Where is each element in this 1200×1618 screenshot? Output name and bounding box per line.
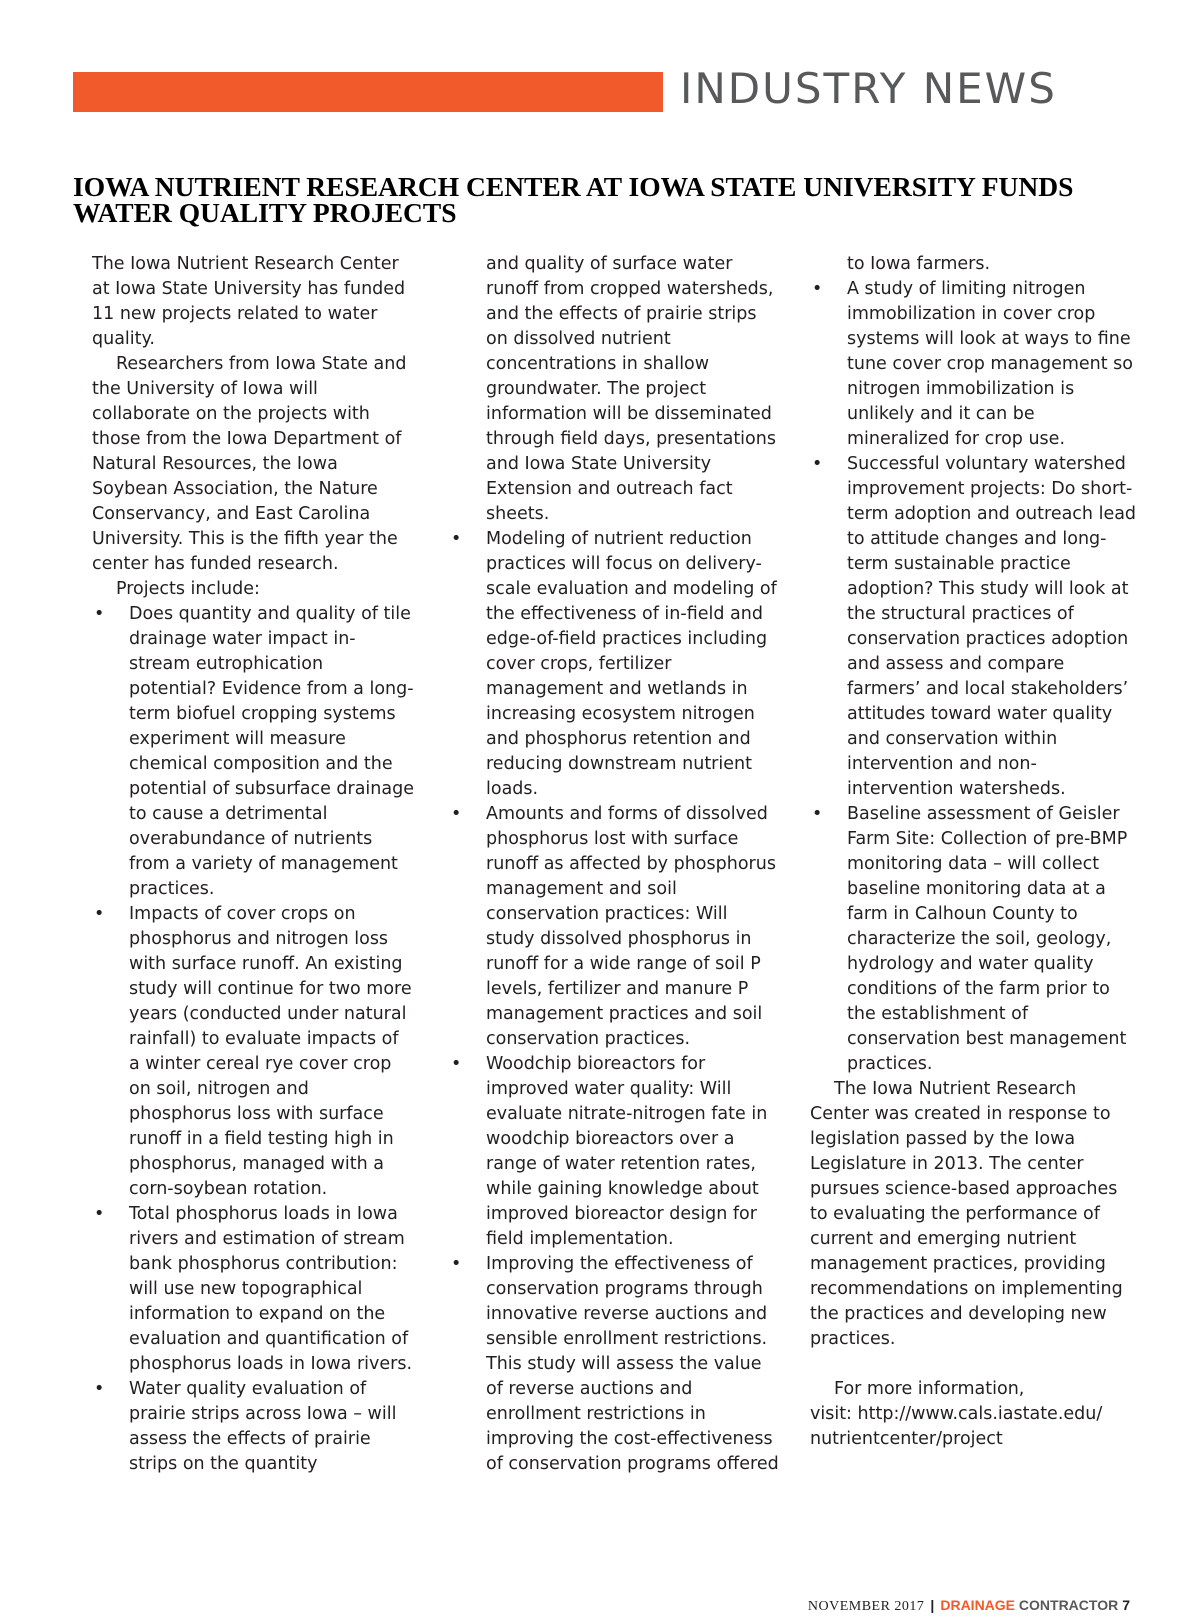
issue-date: NOVEMBER 2017 bbox=[807, 1599, 925, 1614]
bullet-icon: • bbox=[94, 1204, 105, 1224]
list-item: • Successful voluntary watershed improvement projects: Do short-term adoption and outreach lead to attitude changes and long-term sustainable practice adoption? This study will look at the structural practices of conservation practices adoption and assess and compare farmers’ and local stakeholders’ attitudes toward water quality and conservation within intervention and non-intervention watersheds. bbox=[810, 452, 1140, 802]
list-item: • A study of limiting nitrogen immobilization in cover crop systems will look at ways to fine tune cover crop management so nitrogen immobilization is unlikely and it can be mineralized for crop use. bbox=[810, 277, 1140, 452]
bullet-icon: • bbox=[451, 1054, 462, 1074]
continuation-text: to Iowa farmers. bbox=[847, 254, 991, 274]
bullet-icon: • bbox=[451, 529, 462, 549]
bullet-icon: • bbox=[812, 804, 823, 824]
page-number: 7 bbox=[1122, 1597, 1130, 1613]
list-item: • Modeling of nutrient reduction practices will focus on delivery-scale evaluation and modeling of the effectiveness of in-field and edge-of-field practices including cover crops, fertilizer management and wetlands in increasing ecosystem nitrogen and phosphorus retention and reducing downstream nutrient loads. bbox=[449, 527, 779, 802]
bullet-icon: • bbox=[451, 804, 462, 824]
spacer bbox=[810, 1352, 1140, 1377]
visit-link-continued[interactable]: nutrientcenter/project bbox=[810, 1429, 1003, 1449]
list-item: • Does quantity and quality of tile drainage water impact in-stream eutrophication potential? Evidence from a long-term biofuel cropping systems experiment will measure chemical composition and the potential of subsurface drainage to cause a detrimental overabundance of nutrients from a variety of management practices. bbox=[92, 602, 414, 902]
list-item: • Impacts of cover crops on phosphorus and nitrogen loss with surface runoff. An existing study will continue for two more years (conducted under natural rainfall) to evaluate impacts of a winter cereal rye cover crop on soil, nitrogen and phosphorus loss with surface runoff in a field testing high in phosphorus, managed with a corn-soybean rotation. bbox=[92, 902, 414, 1202]
paragraph: Researchers from Iowa State and the University of Iowa will collaborate on the projects with those from the Iowa Department of Natural Resources, the Iowa Soybean Association, the Nature Conservancy, and East Carolina University. This is the fifth year the center has funded research. bbox=[92, 354, 407, 574]
list-item: • Improving the effectiveness of conservation programs through innovative reverse auctions and sensible enrollment restrictions. This study will assess the value of reverse auctions and enrollment restrictions in improving the cost-effectiveness of conservation programs offered bbox=[449, 1252, 779, 1477]
column-3 bbox=[810, 252, 1140, 1452]
header-accent-bar bbox=[73, 72, 663, 112]
page-footer bbox=[808, 1596, 1130, 1616]
publication-name-part2: CONTRACTOR bbox=[1015, 1597, 1119, 1613]
bullet-icon: • bbox=[94, 1379, 105, 1399]
list-item: • Amounts and forms of dissolved phosphorus lost with surface runoff as affected by phosphorus management and soil conservation practices: Will study dissolved phosphorus in runoff for a wide range of soil P levels, fertilizer and manure P management practices and soil conservation practices. bbox=[449, 802, 779, 1052]
column-1 bbox=[92, 252, 414, 1477]
projects-intro: Projects include: bbox=[116, 579, 260, 599]
list-item: • Woodchip bioreactors for improved water quality: Will evaluate nitrate-nitrogen fate in woodchip bioreactors over a range of water retention rates, while gaining knowledge about improved bioreactor design for field implementation. bbox=[449, 1052, 779, 1252]
bullet-icon: • bbox=[812, 279, 823, 299]
bullet-icon: • bbox=[94, 904, 105, 924]
list-item-continuation bbox=[449, 252, 779, 527]
more-info: For more information, bbox=[834, 1379, 1025, 1399]
intro-paragraph: The Iowa Nutrient Research Center at Iowa State University has funded 11 new projects related to water quality. bbox=[92, 254, 406, 349]
closing-paragraph: The Iowa Nutrient Research Center was created in response to legislation passed by the Iowa Legislature in 2013. The center pursues science-based approaches to evaluating the performance of current and emerging nutrient management practices, providing recommendations on implementing the practices and developing new practices. bbox=[810, 1079, 1123, 1349]
bullet-icon: • bbox=[451, 1254, 462, 1274]
footer-separator: | bbox=[930, 1597, 935, 1613]
bullet-icon: • bbox=[94, 604, 105, 624]
column-2 bbox=[449, 252, 779, 1477]
list-item: • Water quality evaluation of prairie strips across Iowa – will assess the effects of prairie strips on the quantity bbox=[92, 1377, 414, 1477]
article-headline: IOWA NUTRIENT RESEARCH CENTER AT IOWA STATE UNIVERSITY FUNDS WATER QUALITY PROJECTS bbox=[73, 171, 1074, 228]
list-item: • Baseline assessment of Geisler Farm Site: Collection of pre-BMP monitoring data – will collect baseline monitoring data at a farm in Calhoun County to characterize the soil, geology, hydrology and water quality conditions of the farm prior to the establishment of conservation best management practices. bbox=[810, 802, 1140, 1077]
continuation-text: and quality of surface water runoff from cropped watersheds, and the effects of prairie strips on dissolved nutrient concentrations in shallow groundwater. The project information will be disseminated through field days, presentations and Iowa State University Extension and outreach fact sheets. bbox=[486, 254, 776, 524]
list-item: • Total phosphorus loads in Iowa rivers and estimation of stream bank phosphorus contribution: will use new topographical information to expand on the evaluation and quantification of phosphorus loads in Iowa rivers. bbox=[92, 1202, 414, 1377]
section-title: INDUSTRY NEWS bbox=[680, 64, 1057, 113]
visit-link[interactable]: visit: http://www.cals.iastate.edu/ bbox=[810, 1404, 1103, 1424]
list-item-continuation bbox=[810, 252, 1140, 277]
bullet-icon: • bbox=[812, 454, 823, 474]
publication-name-part1: DRAINAGE bbox=[940, 1597, 1016, 1613]
